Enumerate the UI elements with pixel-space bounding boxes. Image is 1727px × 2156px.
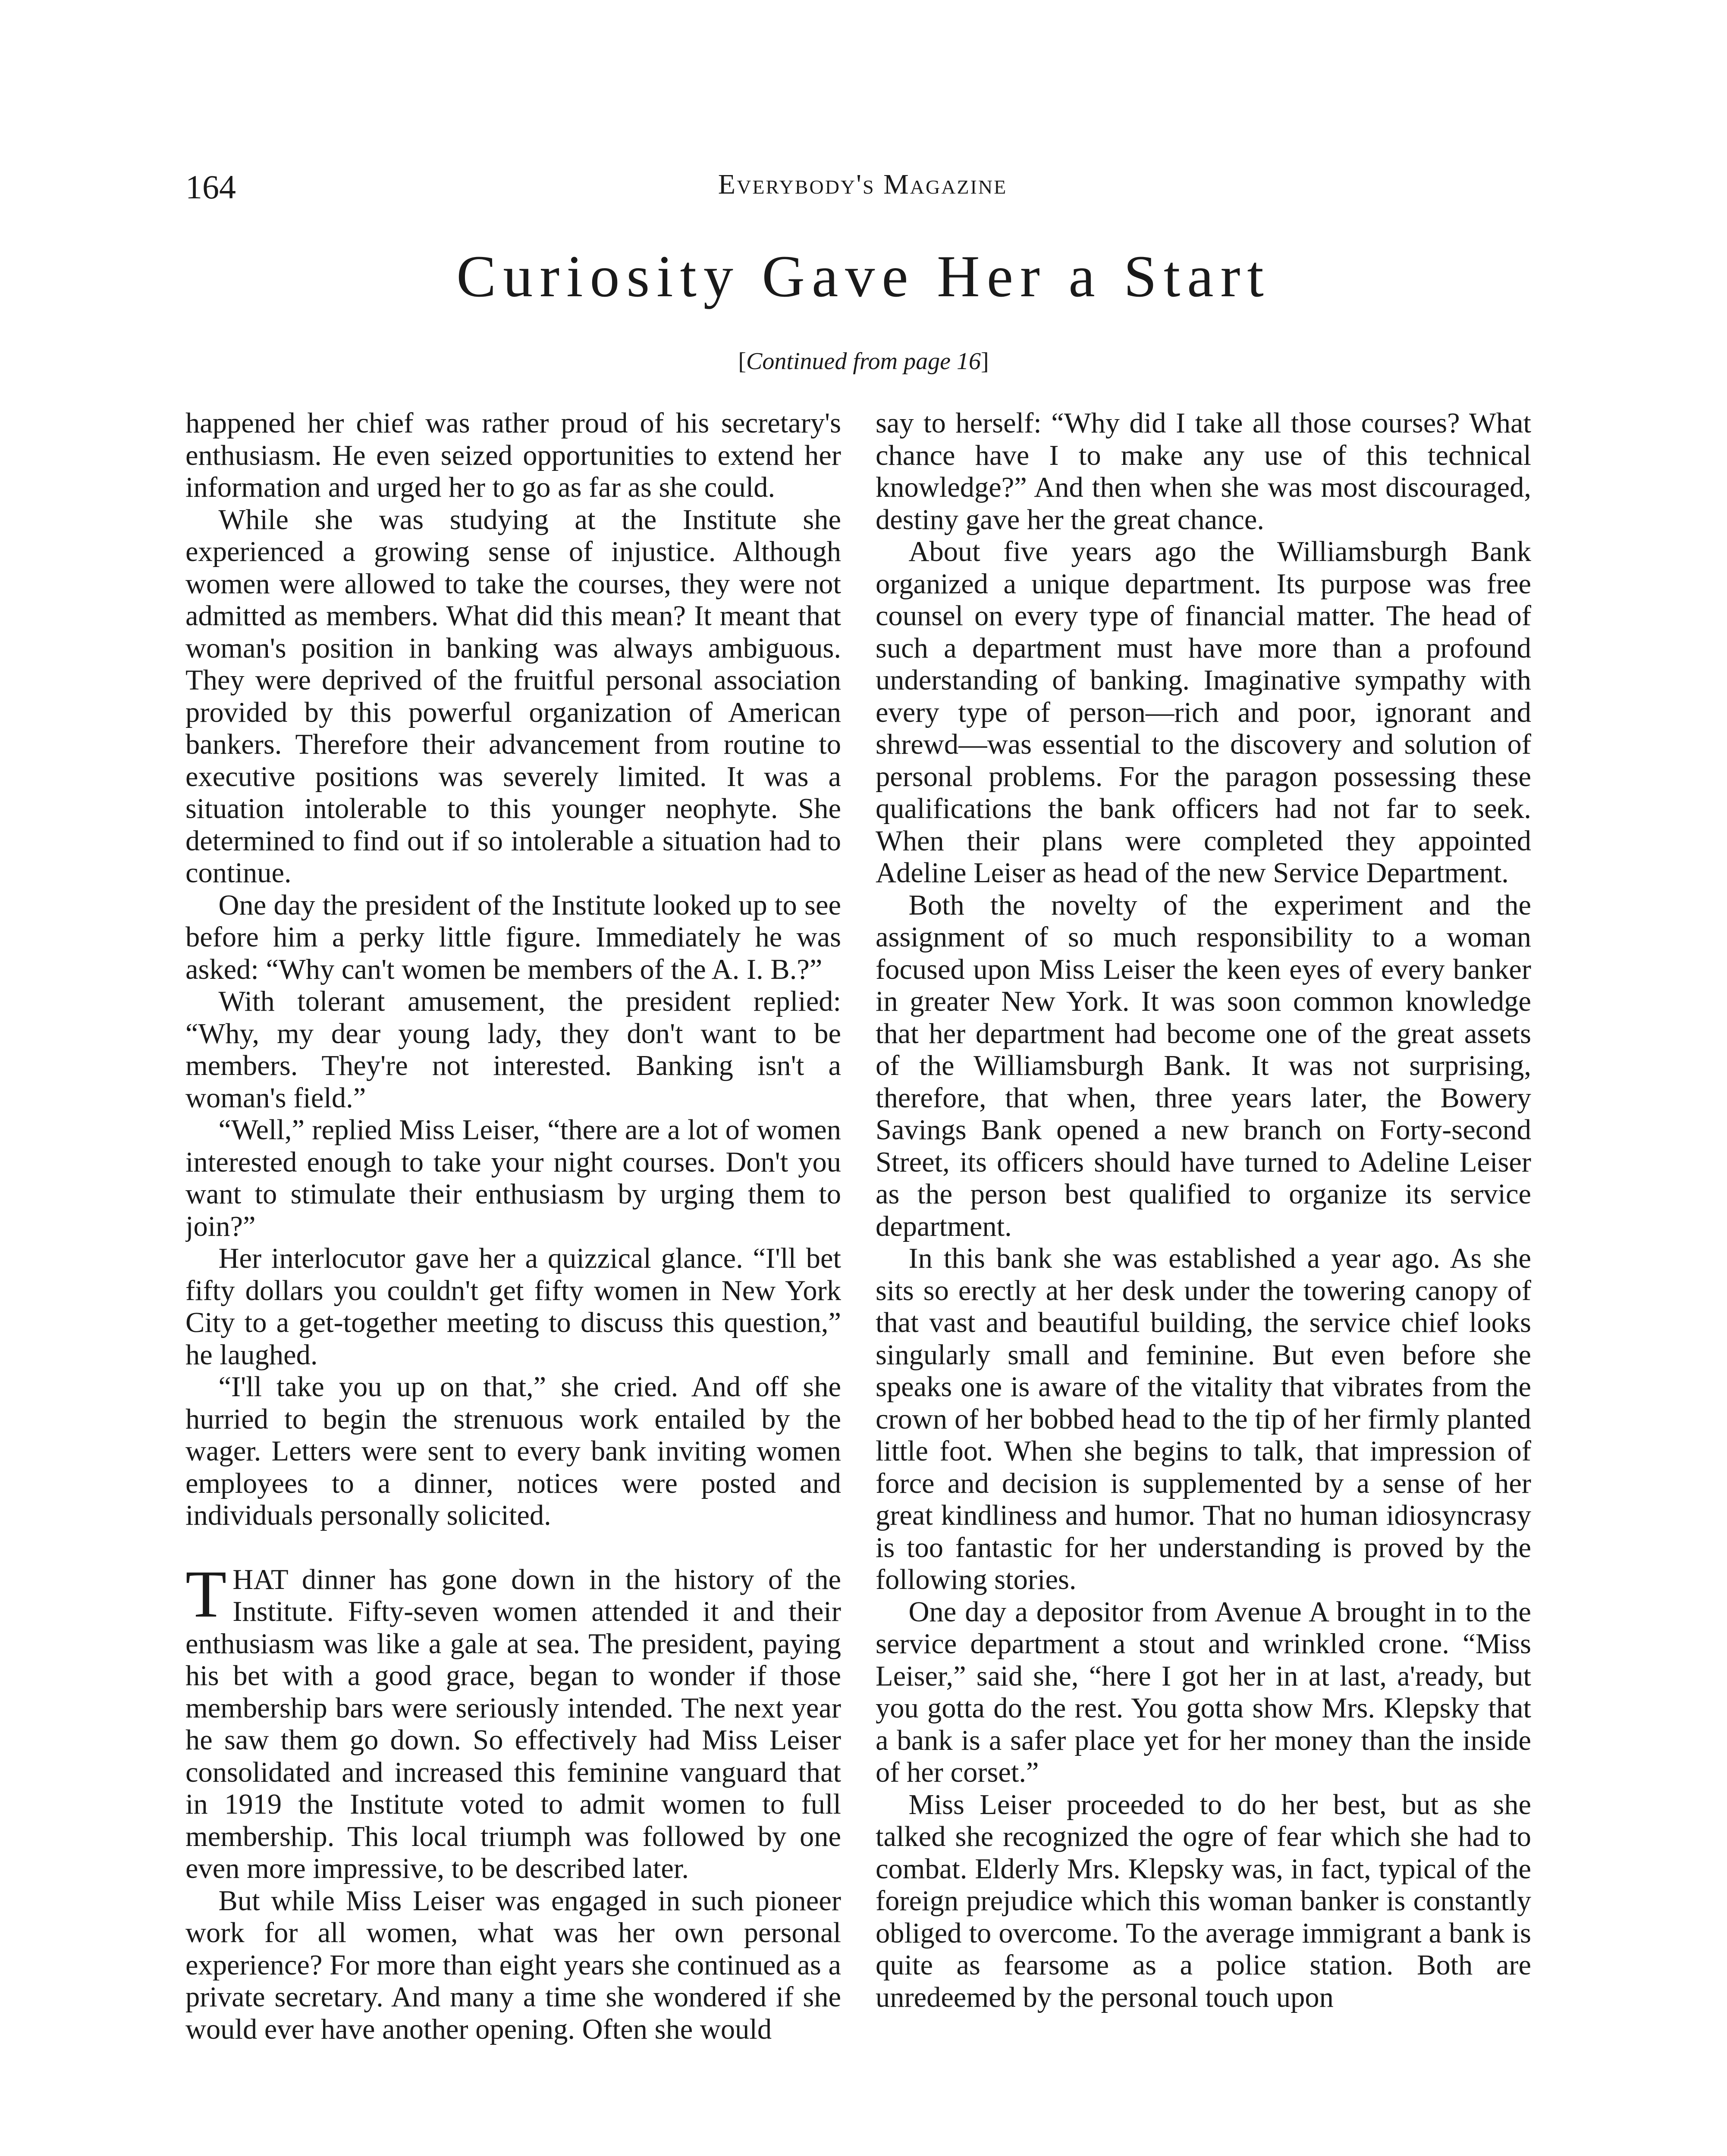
article-title: Curiosity Gave Her a Start bbox=[456, 243, 1271, 309]
left-column bbox=[185, 407, 841, 2156]
paragraph: happened her chief was rather proud of his secretary's enthusiasm. He even seized opportunities to extend her information and urged her to go as far as she could. bbox=[185, 407, 841, 503]
magazine-name: Everybody's Magazine bbox=[718, 169, 1008, 200]
right-column bbox=[876, 407, 1531, 2156]
paragraph: Miss Leiser proceeded to do her best, but as she talked she recognized the ogre of fear which she had to combat. Elderly Mrs. Klepsky was, in fact, typical of the foreign prejudice which this woman banker is constantly obliged to overcome. To the average immigrant a bank is quite as fearsome as a police station. Both are unredeemed by the personal touch upon bbox=[876, 1789, 1531, 2013]
paragraph: But while Miss Leiser was engaged in such pioneer work for all women, what was her own personal experience? For more than eight years she continued as a private secretary. And many a time she wondered if she would ever have another opening. Often she would bbox=[185, 1885, 841, 2045]
continued-open-bracket: [ bbox=[738, 348, 747, 375]
section-lead-text: HAT dinner has gone down in the history of the Institute. Fifty-seven women attended it and their enthusiasm was like a gale at sea. The president, paying his bet with a good grace, began to wonder if those membership bars were seriously intended. The next year he saw them go down. So effectively had Miss Leiser consolidated and increased this feminine vanguard that in 1919 the Institute voted to admit women to full membership. This local triumph was followed by one even more impressive, to be described later. bbox=[185, 1564, 841, 1884]
continued-close-bracket: ] bbox=[980, 348, 989, 375]
paragraph: One day a depositor from Avenue A brought in to the service department a stout and wrinkled crone. “Miss Leiser,” said she, “here I got her in at last, a'ready, but you gotta do the rest. You gotta show Mrs. Klepsky that a bank is a safer place yet for her money than the inside of her corset.” bbox=[876, 1596, 1531, 1788]
paragraph: One day the president of the Institute looked up to see before him a perky little figure. Immediately he was asked: “Why can't women be members of the A. I. B.?” bbox=[185, 889, 841, 985]
paragraph: With tolerant amusement, the president replied: “Why, my dear young lady, they don't want to be members. They're not interested. Banking isn't a woman's field.” bbox=[185, 986, 841, 1114]
paragraph: “I'll take you up on that,” she cried. And off she hurried to begin the strenuous work entailed by the wager. Letters were sent to every bank inviting women employees to a dinner, notices were posted and individuals personally solicited. bbox=[185, 1371, 841, 1531]
paragraph: Her interlocutor gave her a quizzical glance. “I'll bet fifty dollars you couldn't get fifty women in New York City to a get-together meeting to discuss this question,” he laughed. bbox=[185, 1243, 841, 1371]
paragraph: Both the novelty of the experiment and the assignment of so much responsibility to a woman focused upon Miss Leiser the keen eyes of every banker in greater New York. It was soon common knowledge that her department had become one of the great assets of the Williamsburgh Bank. It was not surprising, therefore, that when, three years later, the Bowery Savings Bank opened a new branch on Forty-second Street, its officers should have turned to Adeline Leiser as the person best qualified to organize its service department. bbox=[876, 889, 1531, 1242]
page-number: 164 bbox=[185, 168, 236, 206]
drop-cap: T bbox=[185, 1556, 227, 1631]
paragraph: While she was studying at the Institute she experienced a growing sense of injustice. Although women were allowed to take the courses, they were not admitted as members. What did this mean? It meant that woman's position in banking was always ambiguous. They were deprived of the fruitful personal association provided by this powerful organization of American bankers. Therefore their advancement from routine to executive positions was severely limited. It was a situation intolerable to this younger neophyte. She determined to find out if so intolerable a situation had to continue. bbox=[185, 504, 841, 889]
paragraph: About five years ago the Williamsburgh Bank organized a unique department. Its purpose was free counsel on every type of financial matter. The head of such a department must have more than a profound understanding of banking. Imaginative sympathy with every type of person—rich and poor, ignorant and shrewd—was essential to the discovery and solution of personal problems. For the paragon possessing these qualifications the bank officers had not far to seek. When their plans were completed they appointed Adeline Leiser as head of the new Service Department. bbox=[876, 536, 1531, 889]
paragraph: “Well,” replied Miss Leiser, “there are a lot of women interested enough to take your night courses. Don't you want to stimulate their enthusiasm by urging them to join?” bbox=[185, 1114, 841, 1242]
paragraph: In this bank she was established a year ago. As she sits so erectly at her desk under the towering canopy of that vast and beautiful building, the service chief looks singularly small and feminine. But even before she speaks one is aware of the vitality that vibrates from the crown of her bobbed head to the tip of her firmly planted little foot. When she begins to talk, that impression of force and decision is supplemented by a sense of her great kindliness and humor. That no human idiosyncrasy is too fantastic for her understanding is proved by the following stories. bbox=[876, 1243, 1531, 1595]
page-header bbox=[185, 170, 1540, 222]
paragraph: say to herself: “Why did I take all those courses? What chance have I to make any use of this technical knowledge?” And then when she was most discouraged, destiny gave her the great chance. bbox=[876, 407, 1531, 536]
section-lead-paragraph bbox=[185, 1556, 841, 1885]
continued-text: Continued from page 16 bbox=[746, 348, 981, 375]
continued-note bbox=[129, 349, 1598, 373]
